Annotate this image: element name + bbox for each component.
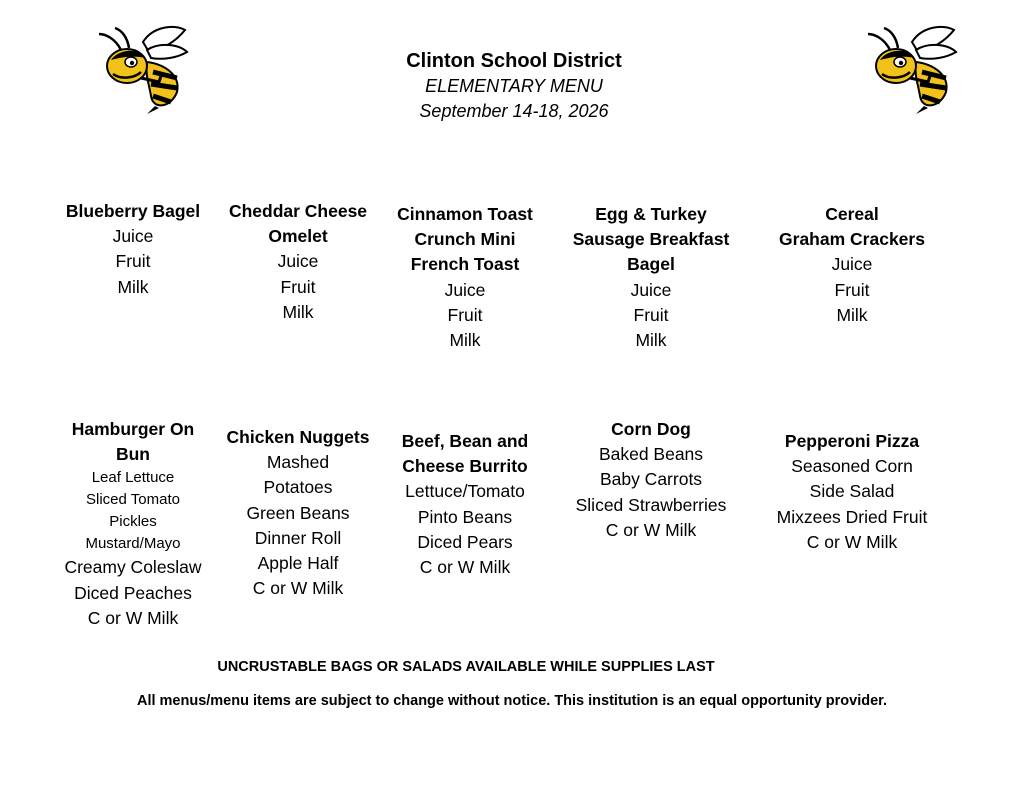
menu-side-item: Milk xyxy=(635,330,667,351)
menu-main-item: Cereal xyxy=(825,204,879,224)
menu-cell-w2-5 xyxy=(769,429,935,555)
menu-side-item: Fruit xyxy=(447,304,483,325)
menu-side-item: Fruit xyxy=(834,279,870,300)
menu-side-item: Pinto Beans xyxy=(417,506,513,527)
menu-side-item: Lettuce/Tomato xyxy=(405,481,525,502)
menu-side-item: Apple Half xyxy=(257,553,339,574)
menu-main-item: Sausage Breakfast xyxy=(572,229,730,250)
menu-dates: September 14-18, 2026 xyxy=(419,101,609,121)
menu-main-item: Cheddar Cheese xyxy=(228,201,368,221)
menu-side-item: Mixzees Dried Fruit xyxy=(776,506,928,527)
uncrustable-notice: UNCRUSTABLE BAGS OR SALADS AVAILABLE WHILE SUPPLIES LAST xyxy=(217,659,715,675)
menu-side-item: Baby Carrots xyxy=(599,469,703,490)
menu-side-item: Potatoes xyxy=(263,477,333,498)
menu-cell-w1-2 xyxy=(215,199,381,325)
menu-side-item: C or W Milk xyxy=(806,531,898,552)
menu-main-item: Graham Crackers xyxy=(779,229,925,250)
menu-main-item: Omelet xyxy=(268,226,328,247)
menu-cell-w1-3 xyxy=(382,202,548,353)
menu-side-item: Milk xyxy=(117,276,149,297)
menu-cell-w2-4 xyxy=(568,417,734,543)
menu-main-item: Chicken Nuggets xyxy=(226,427,370,447)
menu-cell-w2-1 xyxy=(50,417,216,631)
menu-side-item: Juice xyxy=(112,226,154,247)
menu-main-item: Egg & Turkey xyxy=(595,204,707,224)
menu-side-item: Juice xyxy=(444,279,486,300)
menu-cell-w2-2 xyxy=(215,425,381,601)
menu-side-item: C or W Milk xyxy=(252,578,344,599)
menu-side-item: Side Salad xyxy=(809,481,895,502)
menu-side-item: Fruit xyxy=(633,304,669,325)
menu-condiment-item: Sliced Tomato xyxy=(86,491,180,509)
menu-side-item: Juice xyxy=(277,251,319,272)
menu-side-item: Sliced Strawberries xyxy=(575,494,727,515)
menu-main-item: Beef, Bean and xyxy=(401,431,529,451)
menu-side-item: Creamy Coleslaw xyxy=(64,557,202,578)
menu-side-item: Milk xyxy=(836,304,868,325)
menu-side-item: Diced Pears xyxy=(417,531,513,552)
menu-condiment-item: Leaf Lettuce xyxy=(91,469,175,487)
menu-side-item: C or W Milk xyxy=(605,519,697,540)
menu-side-item: Juice xyxy=(630,279,672,300)
menu-main-item: Blueberry Bagel xyxy=(65,201,201,221)
menu-side-item: Juice xyxy=(831,254,873,275)
menu-side-item: Green Beans xyxy=(246,502,350,523)
menu-side-item: C or W Milk xyxy=(419,557,511,578)
menu-cell-w2-3 xyxy=(382,429,548,580)
menu-side-item: Dinner Roll xyxy=(254,527,342,548)
menu-condiment-item: Mustard/Mayo xyxy=(85,535,181,553)
menu-cell-w1-5 xyxy=(769,202,935,328)
menu-cell-w1-4 xyxy=(568,202,734,353)
menu-main-item: Crunch Mini xyxy=(414,229,516,250)
menu-main-item: Cinnamon Toast xyxy=(397,204,533,224)
disclaimer-notice: All menus/menu items are subject to change without notice. This institution is an equal opportunity provider. xyxy=(136,693,888,709)
menu-side-item: C or W Milk xyxy=(87,607,179,628)
menu-condiment-item: Pickles xyxy=(109,513,157,531)
menu-main-item: Cheese Burrito xyxy=(402,456,528,477)
menu-side-item: Baked Beans xyxy=(598,444,704,465)
menu-side-item: Fruit xyxy=(115,251,151,272)
menu-main-item: Corn Dog xyxy=(611,419,691,439)
menu-side-item: Mashed xyxy=(266,452,330,473)
menu-side-item: Diced Peaches xyxy=(74,582,192,603)
district-title: Clinton School District xyxy=(406,50,622,72)
menu-cell-w1-1 xyxy=(50,199,216,300)
menu-main-item: Pepperoni Pizza xyxy=(784,431,920,451)
menu-main-item: French Toast xyxy=(410,254,520,275)
menu-side-item: Seasoned Corn xyxy=(791,456,913,477)
menu-main-item: Bagel xyxy=(627,254,675,275)
menu-side-item: Milk xyxy=(282,301,314,322)
menu-side-item: Fruit xyxy=(280,276,316,297)
menu-main-item: Hamburger On xyxy=(71,419,195,439)
menu-header xyxy=(0,48,1024,124)
menu-side-item: Milk xyxy=(449,330,481,351)
menu-subtitle: ELEMENTARY MENU xyxy=(425,76,603,96)
menu-main-item: Bun xyxy=(115,444,151,465)
